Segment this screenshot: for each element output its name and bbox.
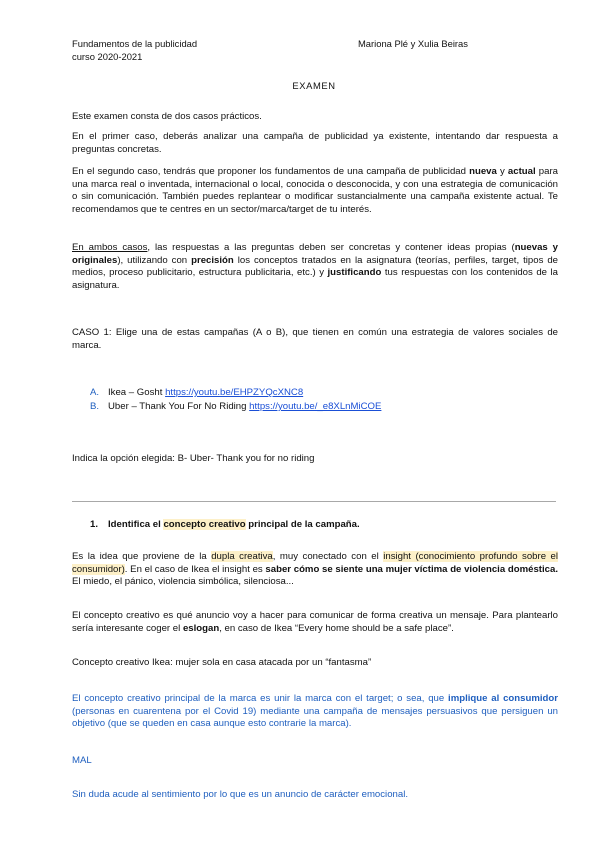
intro-p4-text-h: tus respuestas con los contenidos de la asignatura. bbox=[72, 267, 558, 291]
intro-p4-text-d: ), utilizando con bbox=[117, 254, 192, 266]
teacher-comment-2-text: Sin duda acude al sentimiento por lo que es un anuncio de carácter emocional. bbox=[72, 789, 408, 800]
teacher-comment-2 bbox=[72, 789, 558, 802]
intro-p4-underline: En ambos casos bbox=[72, 242, 148, 253]
answer-p1-bold: saber cómo se siente una mujer víctima de violencia doméstica. bbox=[265, 563, 558, 575]
answer-paragraph-1 bbox=[72, 551, 558, 589]
teacher-comment-1-text-c: (personas en cuarentena por el Covid 19) mediante una campaña de mensajes persuasivos que persiguen un objetivo (que se queden en casa aunque esto contrarie la marca). bbox=[72, 705, 558, 730]
intro-p3-text-c: y bbox=[496, 166, 508, 177]
intro-paragraph-4 bbox=[72, 242, 558, 292]
answer-p1-text-c: , muy conectado con el bbox=[272, 551, 384, 562]
answer-p2-bold-eslogan: eslogan bbox=[182, 622, 220, 634]
intro-p3-bold-nueva: nueva bbox=[469, 166, 497, 177]
teacher-comment-1-text-a: El concepto creativo principal de la marca es unir la marca con el target; o sea, que bbox=[72, 693, 449, 704]
intro-p3-text-a: En el segundo caso, tendrás que proponer los fundamentos de una campaña de publicidad bbox=[72, 166, 470, 177]
intro-p4-text-b: , las respuestas a las preguntas deben ser concretas y contener ideas propias ( bbox=[147, 242, 515, 253]
option-a bbox=[90, 387, 303, 400]
intro-p4-text-f: los conceptos tratados en la asignatura (teorías, perfiles, target, tipos de medios, proceso publicitario, estructura publicitaria, etc.) y bbox=[72, 254, 559, 279]
answer-p2-text-c: , en caso de Ikea “Every home should be a safe place”. bbox=[219, 622, 454, 634]
question-1 bbox=[90, 519, 558, 532]
teacher-comment-1 bbox=[72, 693, 558, 731]
intro-p2-text: En el primer caso, deberás analizar una campaña de publicidad ya existente, intentando dar respuesta a preguntas concretas. bbox=[72, 131, 558, 155]
intro-p3-bold-actual: actual bbox=[507, 166, 536, 177]
intro-paragraph-3 bbox=[72, 166, 558, 216]
option-a-link[interactable]: https://youtu.be/EHPZYQcXNC8 bbox=[165, 387, 304, 398]
chosen-option-text: Indica la opción elegida: B- Uber- Thank you for no riding bbox=[72, 453, 315, 464]
teacher-comment-mal-text: MAL bbox=[72, 755, 92, 766]
authors: Mariona Plé y Xulia Beiras bbox=[358, 38, 468, 49]
question-1-number: 1. bbox=[90, 519, 99, 530]
horizontal-divider bbox=[72, 501, 556, 502]
course-year: curso 2020-2021 bbox=[72, 51, 143, 62]
question-1-highlight: concepto creativo bbox=[163, 519, 246, 530]
question-1-text-a: Identifica el bbox=[108, 519, 164, 530]
intro-p4-bold-justificando: justificando bbox=[327, 267, 382, 279]
option-b-marker: B. bbox=[90, 401, 100, 412]
course-title: Fundamentos de la publicidad bbox=[72, 38, 198, 49]
intro-p3-text-e: para una marca real o inventada, internacional o local, conocida o desconocida, y con una estrategia de comunicación o sin comunicación. También puedes replantear o modificar sustancialmente una campaña existente actual. Te recomendamos que te centres en un sector/marca/target de tu interés. bbox=[72, 166, 558, 215]
answer-p1-text-e: . En el caso de Ikea el insight es bbox=[124, 563, 266, 575]
intro-paragraph-1 bbox=[72, 111, 558, 124]
answer-p2-text-a: El concepto creativo es qué anuncio voy a hacer para comunicar de forma creativa un mensaje. Para plantearlo sería interesante coger el bbox=[72, 610, 558, 634]
teacher-comment-mal bbox=[72, 755, 558, 768]
exam-title: EXAMEN bbox=[292, 80, 336, 91]
caso1-prompt-text: CASO 1: Elige una de estas campañas (A o B), que tienen en común una estrategia de valores sociales de marca. bbox=[72, 327, 558, 351]
answer-p3-text: Concepto creativo Ikea: mujer sola en casa atacada por un “fantasma” bbox=[72, 657, 372, 668]
chosen-option bbox=[72, 453, 558, 466]
answer-paragraph-3 bbox=[72, 657, 558, 670]
intro-p4-bold-precision: precisión bbox=[191, 254, 234, 266]
option-a-marker: A. bbox=[90, 387, 100, 398]
option-a-label: Ikea – Gosht bbox=[108, 387, 166, 398]
option-b bbox=[90, 401, 381, 414]
teacher-comment-1-bold: implique al consumidor bbox=[448, 693, 558, 704]
option-b-label: Uber – Thank You For No Riding bbox=[108, 401, 250, 412]
answer-p1-highlight-insight: insight (conocimiento profundo sobre el consumidor) bbox=[72, 551, 558, 575]
answer-p1-highlight-dupla: dupla creativa bbox=[211, 551, 273, 562]
intro-p1-text: Este examen consta de dos casos prácticos. bbox=[72, 111, 262, 122]
answer-paragraph-2 bbox=[72, 610, 558, 635]
answer-p1-text-g: El miedo, el pánico, violencia simbólica, silenciosa... bbox=[72, 576, 294, 588]
intro-p4-bold-nuevas: nuevas y originales bbox=[72, 242, 558, 266]
option-b-link[interactable]: https://youtu.be/_e8XLnMiCOE bbox=[249, 401, 382, 412]
question-1-text-c: principal de la campaña. bbox=[245, 519, 360, 530]
answer-p1-text-a: Es la idea que proviene de la bbox=[72, 551, 212, 562]
caso1-prompt bbox=[72, 327, 558, 352]
intro-paragraph-2 bbox=[72, 131, 558, 156]
